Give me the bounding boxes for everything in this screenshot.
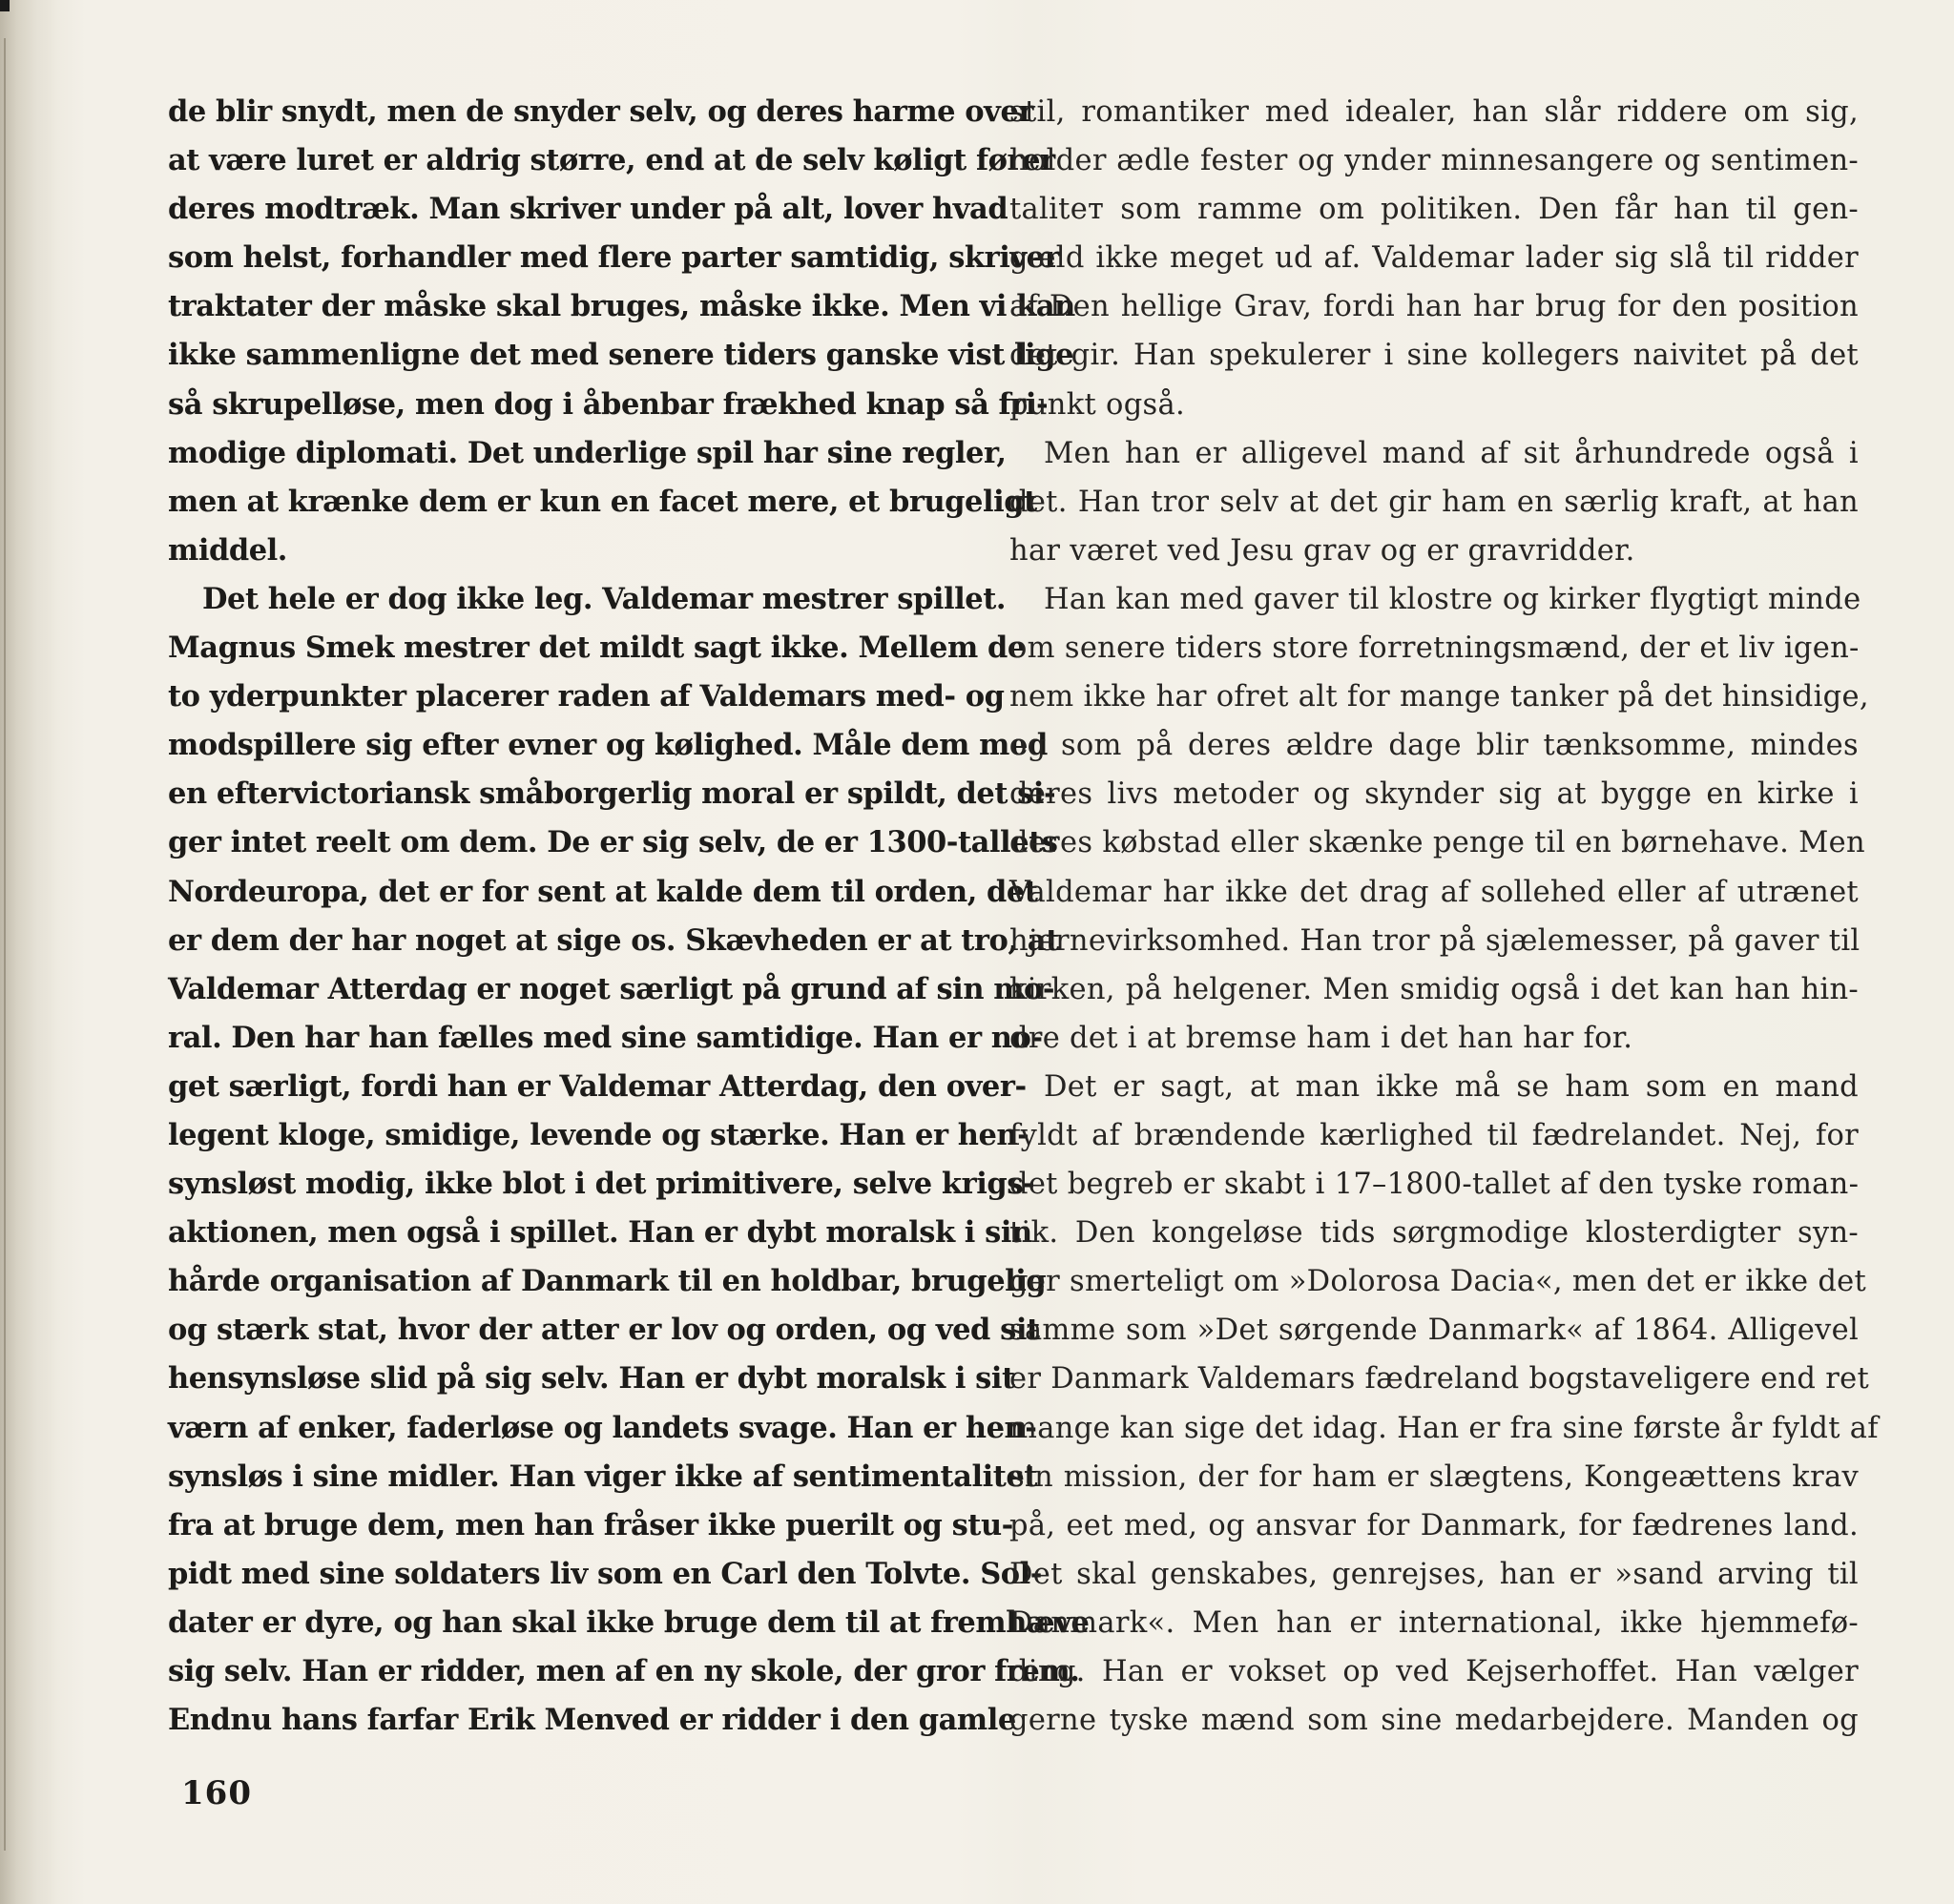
text-line: to yderpunkter placerer raden af Valdemars med- og (168, 679, 1005, 714)
text-line: hensynsløse slid på sig selv. Han er dybt moralsk i sit (168, 1361, 1015, 1397)
text-line: fra at bruge dem, men han fråser ikke puerilt og stu- (168, 1507, 1013, 1542)
binding-mark (0, 0, 10, 11)
text-line: get særligt, fordi han er Valdemar Atterdag, den over- (168, 1068, 1027, 1104)
text-line: deres livs metoder og skynder sig at bygge en kirke i (1009, 777, 1859, 812)
text-line: er Danmark Valdemars fædreland bogstaveligere end ret (1009, 1362, 1870, 1397)
text-line: ger intet reelt om dem. De er sig selv, de er 1300-tallets (168, 825, 1058, 860)
text-line: og som på deres ældre dage blir tænksomme, mindes (1009, 729, 1859, 763)
text-line: ding. Han er vokset op ved Kejserhoffet. Han vælger (1009, 1655, 1859, 1688)
text-line: Valdemar har ikke det drag af sollehed eller af utrænet (1009, 875, 1859, 909)
text-line: om senere tiders store forretningsmænd, der et liv igen- (1009, 631, 1860, 666)
text-line: på, eet med, og ansvar for Danmark, for fædrenes land. (1009, 1508, 1859, 1542)
text-line: aktionen, men også i spillet. Han er dybt moralsk i sin (168, 1215, 1032, 1251)
binding-edge-line (4, 38, 6, 1851)
text-line: hjernevirksomhed. Han tror på sjælemesser, på gaver til (1009, 923, 1860, 958)
text-line: Endnu hans farfar Erik Menved er ridder i den gamle (168, 1703, 1016, 1738)
text-line: modige diplomati. Det underlige spil har sine regler, (168, 435, 1007, 470)
text-line: Nordeuropa, det er for sent at kalde dem til orden, det (168, 874, 1038, 909)
text-line: har været ved Jesu grav og er gravridder. (1009, 533, 1635, 568)
text-line: er dem der har noget at sige os. Skævheden er at tro, at (168, 922, 1059, 958)
text-line: punkt også. (1009, 387, 1185, 422)
text-line: det begreb er skabt i 17–1800-tallet af den tyske roman- (1009, 1168, 1860, 1202)
text-line: traktater der måske skal bruges, måske ikke. Men vi kan (168, 289, 1075, 324)
text-line: samme som »Det sørgende Danmark« af 1864. Alligevel (1009, 1314, 1859, 1348)
text-line: stil, romantiker med idealer, han slår riddere om sig, (1009, 95, 1859, 129)
text-line: værn af enker, faderløse og landets svage. Han er hen- (168, 1410, 1037, 1445)
text-line: Men han er alligevel mand af sit århundrede også i (1044, 436, 1859, 470)
text-line: tik. Den kongeløse tids sørgmodige klosterdigter syn- (1009, 1216, 1859, 1251)
book-binding-shadow (0, 0, 57, 1904)
text-line: at være luret er aldrig større, end at de selv køligt fører (168, 143, 1055, 178)
text-line: det. Han tror selv at det gir ham en særlig kraft, at han (1009, 485, 1859, 519)
text-line: pidt med sine soldaters liv som en Carl den Tolvte. Sol- (168, 1556, 1043, 1591)
text-line: og stærk stat, hvor der atter er lov og orden, og ved sit (168, 1313, 1040, 1348)
text-line: ral. Den har han fælles med sine samtidige. Han er no- (168, 1020, 1043, 1055)
text-line: fyldt af brændende kærlighed til fædrelandet. Nej, for (1009, 1118, 1859, 1152)
text-line: mange kan sige det idag. Han er fra sine første år fyldt af (1009, 1411, 1879, 1445)
text-line: som helst, forhandler med flere parter samtidig, skriver (168, 240, 1060, 276)
text-line: Valdemar Atterdag er noget særligt på grund af sin mo- (168, 971, 1055, 1006)
text-line: Danmark«. Men han er international, ikke hjemmefø- (1009, 1605, 1859, 1640)
text-line: sin mission, der for ham er slægtens, Kongeættens krav (1009, 1459, 1859, 1494)
text-line: det gir. Han spekulerer i sine kollegers naivitet på det (1009, 339, 1859, 373)
text-line: men at krænke dem er kun en facet mere, et brugeligt (168, 484, 1037, 519)
text-line: gæld ikke meget ud af. Valdemar lader sig slå til ridder (1009, 241, 1859, 276)
text-line: dater er dyre, og han skal ikke bruge dem til at fremhæve (168, 1604, 1090, 1640)
text-line: sig selv. Han er ridder, men af en ny skole, der gror frem. (168, 1654, 1080, 1688)
page-number: 160 (181, 1774, 252, 1812)
right-text-column (1009, 88, 1879, 1745)
text-line: af Den hellige Grav, fordi han har brug for den position (1009, 290, 1859, 324)
text-line: hårde organisation af Danmark til en holdbar, brugelig (168, 1264, 1047, 1299)
text-line: nem ikke har ofret alt for mange tanker på det hinsidige, (1009, 680, 1869, 714)
text-line: gerne tyske mænd som sine medarbejdere. Manden og (1009, 1704, 1859, 1738)
text-line: taliteт som ramme om politiken. Den får han til gen- (1009, 193, 1859, 227)
text-line: Det er sagt, at man ikke må se ham som en mand (1044, 1069, 1859, 1104)
text-line: Det hele er dog ikke leg. Valdemar mestrer spillet. (202, 581, 1007, 616)
text-line: synsløst modig, ikke blot i det primitivere, selve krigs- (168, 1167, 1035, 1202)
text-line: de blir snydt, men de snyder selv, og deres harme over (168, 94, 1034, 129)
text-line: deres købstad eller skænke penge til en børnehave. Men (1009, 826, 1865, 860)
text-line: deres modtræk. Man skriver under på alt, lover hvad (168, 192, 1008, 227)
text-line: synsløs i sine midler. Han viger ikke af sentimentalitet (168, 1459, 1037, 1494)
text-line: ger smerteligt om »Dolorosa Dacia«, men det er ikke det (1009, 1265, 1867, 1299)
left-text-column (168, 88, 1090, 1745)
text-line: kirken, på helgener. Men smidig også i det kan han hin- (1009, 972, 1859, 1006)
text-line: holder ædle fester og ynder minnesangere og sentimen- (1009, 144, 1859, 178)
text-line: legent kloge, smidige, levende og stærke. Han er hen- (168, 1117, 1029, 1152)
text-line: dre det i at bremse ham i det han har for. (1009, 1021, 1633, 1055)
text-line: Det skal genskabes, genrejses, han er »sand arving til (1009, 1557, 1859, 1591)
text-line: en eftervictoriansk småborgerlig moral er spildt, det si- (168, 776, 1056, 812)
text-line: modspillere sig efter evner og kølighed. Måle dem med (168, 728, 1048, 763)
text-line: så skrupelløse, men dog i åbenbar frækhed knap så fri- (168, 386, 1049, 422)
text-line: Magnus Smek mestrer det mildt sagt ikke. Mellem de (168, 631, 1026, 666)
text-line: Han kan med gaver til klostre og kirker flygtigt minde (1044, 582, 1861, 616)
text-line: ikke sammenligne det med senere tiders ganske vist lige (168, 338, 1074, 373)
text-line: middel. (168, 532, 287, 568)
